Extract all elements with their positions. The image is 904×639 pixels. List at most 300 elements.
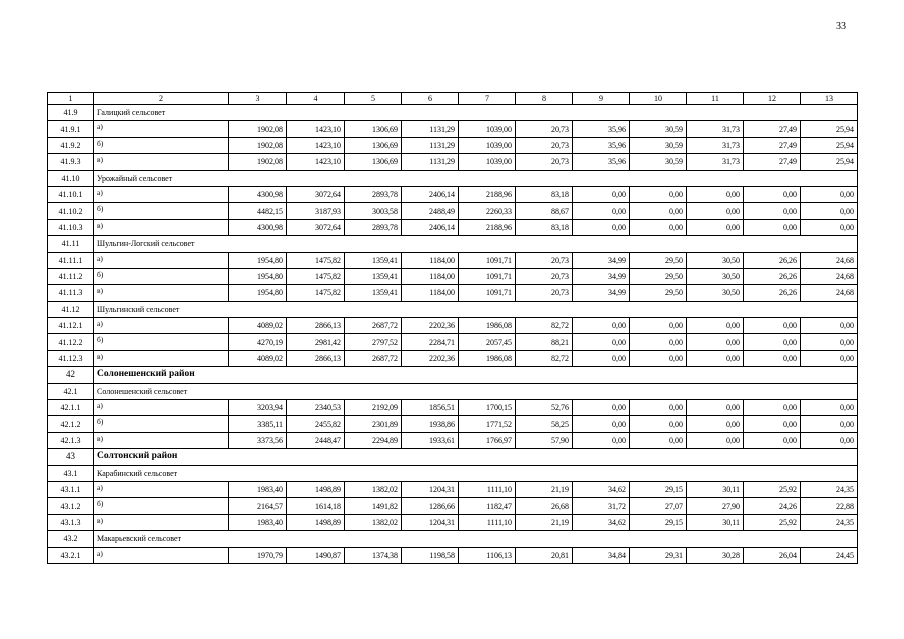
value-cell: 58,25: [516, 416, 573, 432]
row-variant: б): [94, 268, 229, 284]
row-variant: в): [94, 514, 229, 530]
value-cell: 34,62: [573, 514, 630, 530]
value-cell: 20,73: [516, 137, 573, 153]
value-cell: 1970,79: [229, 547, 287, 563]
value-cell: 0,00: [801, 416, 858, 432]
value-cell: 1902,08: [229, 154, 287, 170]
value-cell: 1766,97: [459, 432, 516, 448]
value-cell: 1111,10: [459, 514, 516, 530]
value-cell: 25,92: [744, 514, 801, 530]
value-cell: 1306,69: [345, 154, 402, 170]
value-cell: 2406,14: [402, 186, 459, 202]
value-cell: 0,00: [744, 334, 801, 350]
value-cell: 0,00: [687, 350, 744, 366]
value-cell: 3072,64: [287, 219, 345, 235]
value-cell: 3187,93: [287, 203, 345, 219]
value-cell: 30,59: [630, 154, 687, 170]
value-cell: 30,11: [687, 514, 744, 530]
value-cell: 4089,02: [229, 350, 287, 366]
value-cell: 29,50: [630, 268, 687, 284]
value-cell: 24,68: [801, 252, 858, 268]
row-code: 41.12: [48, 301, 94, 317]
value-cell: 1498,89: [287, 514, 345, 530]
value-cell: 2188,96: [459, 219, 516, 235]
value-cell: 1700,15: [459, 400, 516, 416]
row-code: 43.1.1: [48, 481, 94, 497]
table-row: [48, 252, 858, 268]
value-cell: 2893,78: [345, 219, 402, 235]
value-cell: 24,45: [801, 547, 858, 563]
value-cell: 0,00: [801, 432, 858, 448]
row-code: 41.11: [48, 236, 94, 252]
value-cell: 0,00: [687, 416, 744, 432]
value-cell: 29,15: [630, 481, 687, 497]
value-cell: 1374,38: [345, 547, 402, 563]
value-cell: 1359,41: [345, 285, 402, 301]
value-cell: 25,94: [801, 121, 858, 137]
value-cell: 0,00: [630, 432, 687, 448]
value-cell: 2294,89: [345, 432, 402, 448]
row-variant: а): [94, 121, 229, 137]
row-code: 41.11.3: [48, 285, 94, 301]
header-cell: 13: [801, 93, 858, 105]
value-cell: 0,00: [744, 219, 801, 235]
table-row: [48, 219, 858, 235]
table-row: [48, 268, 858, 284]
table-row: [48, 350, 858, 366]
value-cell: 30,59: [630, 121, 687, 137]
value-cell: 82,72: [516, 318, 573, 334]
value-cell: 1498,89: [287, 481, 345, 497]
value-cell: 1983,40: [229, 514, 287, 530]
value-cell: 2340,53: [287, 400, 345, 416]
value-cell: 1111,10: [459, 481, 516, 497]
value-cell: 21,19: [516, 481, 573, 497]
value-cell: 1184,00: [402, 285, 459, 301]
value-cell: 1490,87: [287, 547, 345, 563]
value-cell: 0,00: [687, 334, 744, 350]
value-cell: 27,07: [630, 498, 687, 514]
section-row: [48, 105, 858, 121]
row-variant: б): [94, 137, 229, 153]
value-cell: 1933,61: [402, 432, 459, 448]
row-variant: б): [94, 334, 229, 350]
value-cell: 83,18: [516, 186, 573, 202]
table-row: [48, 186, 858, 202]
value-cell: 0,00: [687, 318, 744, 334]
value-cell: 0,00: [630, 186, 687, 202]
value-cell: 0,00: [573, 203, 630, 219]
header-cell: 8: [516, 93, 573, 105]
value-cell: 0,00: [801, 186, 858, 202]
value-cell: 1475,82: [287, 252, 345, 268]
row-code: 41.12.3: [48, 350, 94, 366]
value-cell: 30,11: [687, 481, 744, 497]
value-cell: 1423,10: [287, 137, 345, 153]
value-cell: 1184,00: [402, 252, 459, 268]
value-cell: 24,26: [744, 498, 801, 514]
value-cell: 30,59: [630, 137, 687, 153]
value-cell: 0,00: [573, 350, 630, 366]
value-cell: 1902,08: [229, 137, 287, 153]
value-cell: 0,00: [630, 400, 687, 416]
value-cell: 24,35: [801, 481, 858, 497]
value-cell: 2893,78: [345, 186, 402, 202]
value-cell: 26,26: [744, 268, 801, 284]
value-cell: 20,73: [516, 154, 573, 170]
value-cell: 0,00: [573, 186, 630, 202]
value-cell: 0,00: [573, 334, 630, 350]
row-variant: б): [94, 203, 229, 219]
value-cell: 1039,00: [459, 154, 516, 170]
value-cell: 1902,08: [229, 121, 287, 137]
value-cell: 31,73: [687, 121, 744, 137]
value-cell: 0,00: [744, 318, 801, 334]
value-cell: 2057,45: [459, 334, 516, 350]
table-body: [48, 93, 858, 564]
value-cell: 1091,71: [459, 252, 516, 268]
row-variant: в): [94, 432, 229, 448]
section-name: Урожайный сельсовет: [94, 170, 858, 186]
value-cell: 2488,49: [402, 203, 459, 219]
header-cell: 4: [287, 93, 345, 105]
district-name: Солонешенский район: [94, 367, 858, 383]
value-cell: 30,50: [687, 268, 744, 284]
value-cell: 20,73: [516, 285, 573, 301]
value-cell: 1986,08: [459, 318, 516, 334]
row-code: 41.12.1: [48, 318, 94, 334]
section-name: Галицкий сельсовет: [94, 105, 858, 121]
value-cell: 2687,72: [345, 318, 402, 334]
row-variant: б): [94, 498, 229, 514]
value-cell: 30,50: [687, 252, 744, 268]
row-code: 41.11.1: [48, 252, 94, 268]
value-cell: 1382,02: [345, 514, 402, 530]
header-cell: 11: [687, 93, 744, 105]
value-cell: 1359,41: [345, 252, 402, 268]
value-cell: 2866,13: [287, 350, 345, 366]
value-cell: 82,72: [516, 350, 573, 366]
value-cell: 29,31: [630, 547, 687, 563]
value-cell: 83,18: [516, 219, 573, 235]
value-cell: 0,00: [687, 203, 744, 219]
value-cell: 0,00: [573, 416, 630, 432]
value-cell: 0,00: [573, 318, 630, 334]
row-code: 42.1.1: [48, 400, 94, 416]
value-cell: 3385,11: [229, 416, 287, 432]
value-cell: 1091,71: [459, 268, 516, 284]
value-cell: 1198,58: [402, 547, 459, 563]
value-cell: 31,72: [573, 498, 630, 514]
value-cell: 26,26: [744, 252, 801, 268]
section-name: Макарьевский сельсовет: [94, 531, 858, 547]
value-cell: 21,19: [516, 514, 573, 530]
value-cell: 22,88: [801, 498, 858, 514]
value-cell: 20,73: [516, 121, 573, 137]
value-cell: 20,73: [516, 252, 573, 268]
value-cell: 27,49: [744, 137, 801, 153]
value-cell: 0,00: [801, 219, 858, 235]
value-cell: 34,99: [573, 285, 630, 301]
value-cell: 2455,82: [287, 416, 345, 432]
table-row: [48, 481, 858, 497]
value-cell: 35,96: [573, 121, 630, 137]
row-code: 43.2.1: [48, 547, 94, 563]
value-cell: 0,00: [630, 334, 687, 350]
value-cell: 0,00: [573, 432, 630, 448]
row-variant: а): [94, 481, 229, 497]
value-cell: 1423,10: [287, 154, 345, 170]
section-row: [48, 531, 858, 547]
value-cell: 3072,64: [287, 186, 345, 202]
value-cell: 27,90: [687, 498, 744, 514]
row-variant: в): [94, 154, 229, 170]
value-cell: 4089,02: [229, 318, 287, 334]
value-cell: 20,73: [516, 268, 573, 284]
header-cell: 5: [345, 93, 402, 105]
section-row: [48, 236, 858, 252]
value-cell: 1286,66: [402, 498, 459, 514]
value-cell: 0,00: [801, 203, 858, 219]
value-cell: 0,00: [630, 219, 687, 235]
value-cell: 26,68: [516, 498, 573, 514]
row-code: 41.10: [48, 170, 94, 186]
table-row: [48, 400, 858, 416]
section-name: Шульгин-Логский сельсовет: [94, 236, 858, 252]
value-cell: 1491,82: [345, 498, 402, 514]
value-cell: 2866,13: [287, 318, 345, 334]
district-row: [48, 449, 858, 465]
value-cell: 0,00: [801, 318, 858, 334]
row-variant: в): [94, 350, 229, 366]
value-cell: 34,99: [573, 268, 630, 284]
value-cell: 26,26: [744, 285, 801, 301]
value-cell: 1475,82: [287, 268, 345, 284]
row-code: 42: [48, 367, 94, 383]
value-cell: 29,15: [630, 514, 687, 530]
table-row: [48, 498, 858, 514]
value-cell: 24,68: [801, 268, 858, 284]
value-cell: 1204,31: [402, 514, 459, 530]
value-cell: 1954,80: [229, 285, 287, 301]
value-cell: 1938,86: [402, 416, 459, 432]
value-cell: 0,00: [744, 186, 801, 202]
value-cell: 1359,41: [345, 268, 402, 284]
value-cell: 0,00: [801, 334, 858, 350]
section-row: [48, 301, 858, 317]
value-cell: 1106,13: [459, 547, 516, 563]
value-cell: 0,00: [630, 203, 687, 219]
value-cell: 35,96: [573, 137, 630, 153]
value-cell: 24,68: [801, 285, 858, 301]
value-cell: 34,99: [573, 252, 630, 268]
row-variant: в): [94, 219, 229, 235]
value-cell: 0,00: [744, 432, 801, 448]
value-cell: 0,00: [801, 400, 858, 416]
value-cell: 2301,89: [345, 416, 402, 432]
value-cell: 27,49: [744, 154, 801, 170]
value-cell: 3203,94: [229, 400, 287, 416]
row-code: 41.10.3: [48, 219, 94, 235]
value-cell: 31,73: [687, 137, 744, 153]
row-code: 42.1: [48, 383, 94, 399]
row-code: 43.1.3: [48, 514, 94, 530]
value-cell: 0,00: [630, 318, 687, 334]
value-cell: 27,49: [744, 121, 801, 137]
value-cell: 0,00: [573, 400, 630, 416]
value-cell: 2260,33: [459, 203, 516, 219]
table-row: [48, 416, 858, 432]
row-variant: а): [94, 186, 229, 202]
row-variant: в): [94, 285, 229, 301]
value-cell: 34,84: [573, 547, 630, 563]
section-name: Солонешенский сельсовет: [94, 383, 858, 399]
section-row: [48, 465, 858, 481]
row-code: 43.1: [48, 465, 94, 481]
section-name: Шульгинский сельсовет: [94, 301, 858, 317]
row-code: 41.12.2: [48, 334, 94, 350]
value-cell: 29,50: [630, 285, 687, 301]
value-cell: 29,50: [630, 252, 687, 268]
value-cell: 88,21: [516, 334, 573, 350]
value-cell: 1382,02: [345, 481, 402, 497]
value-cell: 0,00: [630, 416, 687, 432]
value-cell: 2981,42: [287, 334, 345, 350]
value-cell: 2192,09: [345, 400, 402, 416]
row-code: 41.11.2: [48, 268, 94, 284]
row-variant: б): [94, 416, 229, 432]
table-row: [48, 334, 858, 350]
section-name: Карабинский сельсовет: [94, 465, 858, 481]
value-cell: 2284,71: [402, 334, 459, 350]
table-row: [48, 137, 858, 153]
table-row: [48, 121, 858, 137]
table-row: [48, 154, 858, 170]
row-code: 41.9: [48, 105, 94, 121]
row-code: 42.1.2: [48, 416, 94, 432]
row-code: 42.1.3: [48, 432, 94, 448]
value-cell: 1771,52: [459, 416, 516, 432]
value-cell: 1423,10: [287, 121, 345, 137]
row-code: 41.9.3: [48, 154, 94, 170]
row-variant: а): [94, 547, 229, 563]
value-cell: 25,94: [801, 154, 858, 170]
value-cell: 25,92: [744, 481, 801, 497]
row-code: 41.9.2: [48, 137, 94, 153]
value-cell: 0,00: [687, 219, 744, 235]
value-cell: 1039,00: [459, 137, 516, 153]
table-row: [48, 318, 858, 334]
value-cell: 2406,14: [402, 219, 459, 235]
tariff-table: [47, 92, 858, 564]
value-cell: 2448,47: [287, 432, 345, 448]
value-cell: 1306,69: [345, 137, 402, 153]
value-cell: 1131,29: [402, 154, 459, 170]
value-cell: 26,04: [744, 547, 801, 563]
row-code: 43.2: [48, 531, 94, 547]
row-code: 41.10.1: [48, 186, 94, 202]
table-row: [48, 432, 858, 448]
value-cell: 3003,58: [345, 203, 402, 219]
value-cell: 1954,80: [229, 252, 287, 268]
header-cell: 7: [459, 93, 516, 105]
value-cell: 2797,52: [345, 334, 402, 350]
value-cell: 1131,29: [402, 121, 459, 137]
value-cell: 0,00: [744, 350, 801, 366]
value-cell: 0,00: [744, 400, 801, 416]
value-cell: 1091,71: [459, 285, 516, 301]
value-cell: 0,00: [744, 416, 801, 432]
value-cell: 1184,00: [402, 268, 459, 284]
value-cell: 2188,96: [459, 186, 516, 202]
row-code: 43: [48, 449, 94, 465]
value-cell: 4300,98: [229, 186, 287, 202]
value-cell: 0,00: [573, 219, 630, 235]
value-cell: 88,67: [516, 203, 573, 219]
value-cell: 52,76: [516, 400, 573, 416]
value-cell: 0,00: [687, 432, 744, 448]
value-cell: 1856,51: [402, 400, 459, 416]
value-cell: 1475,82: [287, 285, 345, 301]
section-row: [48, 170, 858, 186]
row-code: 41.9.1: [48, 121, 94, 137]
district-row: [48, 367, 858, 383]
value-cell: 2687,72: [345, 350, 402, 366]
value-cell: 1131,29: [402, 137, 459, 153]
value-cell: 0,00: [687, 400, 744, 416]
value-cell: 2164,57: [229, 498, 287, 514]
value-cell: 4300,98: [229, 219, 287, 235]
value-cell: 57,90: [516, 432, 573, 448]
value-cell: 1986,08: [459, 350, 516, 366]
value-cell: 30,28: [687, 547, 744, 563]
value-cell: 3373,56: [229, 432, 287, 448]
table-row: [48, 285, 858, 301]
header-cell: 6: [402, 93, 459, 105]
value-cell: 1182,47: [459, 498, 516, 514]
table-row: [48, 547, 858, 563]
table-row: [48, 203, 858, 219]
value-cell: 1204,31: [402, 481, 459, 497]
header-cell: 10: [630, 93, 687, 105]
value-cell: 4270,19: [229, 334, 287, 350]
value-cell: 2202,36: [402, 318, 459, 334]
value-cell: 1039,00: [459, 121, 516, 137]
table-row: [48, 514, 858, 530]
row-variant: а): [94, 318, 229, 334]
header-cell: 9: [573, 93, 630, 105]
value-cell: 0,00: [687, 186, 744, 202]
header-cell: 2: [94, 93, 229, 105]
header-cell: 3: [229, 93, 287, 105]
value-cell: 0,00: [630, 350, 687, 366]
value-cell: 24,35: [801, 514, 858, 530]
value-cell: 35,96: [573, 154, 630, 170]
value-cell: 1983,40: [229, 481, 287, 497]
value-cell: 34,62: [573, 481, 630, 497]
row-variant: а): [94, 400, 229, 416]
value-cell: 25,94: [801, 137, 858, 153]
district-name: Солтонский район: [94, 449, 858, 465]
row-code: 41.10.2: [48, 203, 94, 219]
row-variant: а): [94, 252, 229, 268]
value-cell: 31,73: [687, 154, 744, 170]
header-cell: 12: [744, 93, 801, 105]
value-cell: 1306,69: [345, 121, 402, 137]
value-cell: 0,00: [801, 350, 858, 366]
header-cell: 1: [48, 93, 94, 105]
value-cell: 4482,15: [229, 203, 287, 219]
